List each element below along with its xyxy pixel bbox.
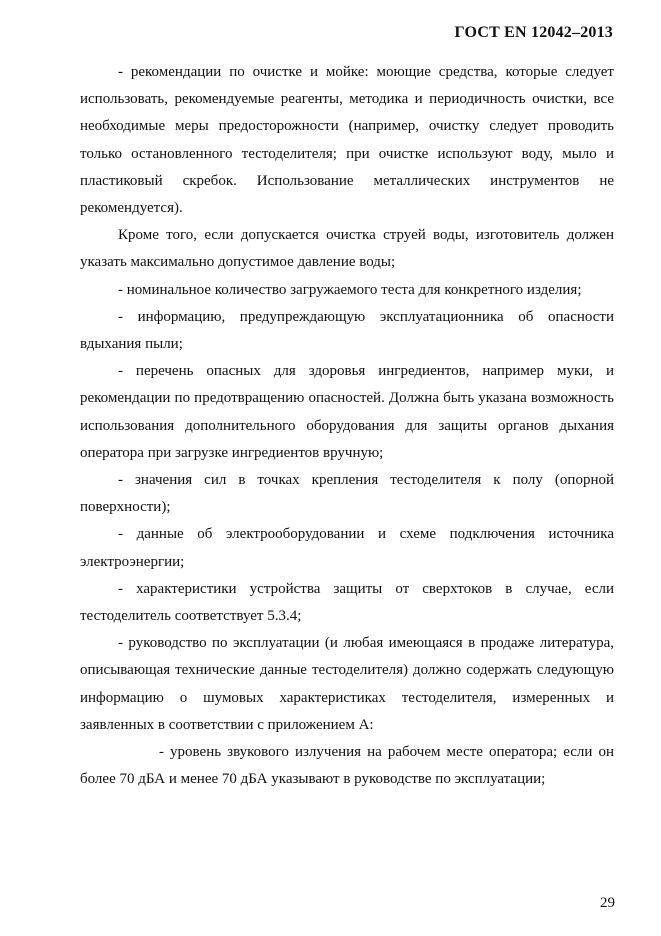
paragraph-overcurrent-protection: - характеристики устройства защиты от сверхтоков в случае, если тестоделитель соответствует 5.3.4; bbox=[80, 580, 614, 625]
standard-header: ГОСТ EN 12042–2013 bbox=[454, 24, 613, 41]
document-body bbox=[80, 59, 614, 793]
paragraph-floor-forces: - значения сил в точках крепления тестоделителя к полу (опорной поверхности); bbox=[80, 472, 614, 516]
page-number: 29 bbox=[600, 895, 615, 911]
paragraph-cleaning-recommendations: - рекомендации по очистке и мойке: моющие средства, которые следует использовать, рекомендуемые реагенты, методика и периодичность очистки, все необходимые меры предосторожности (например, очистку следует проводить только остановленного тестоделителя; при очистке используют воду, мыло и пластиковый скребок. Использование металлических инструментов не рекомендуется). bbox=[80, 64, 614, 217]
paragraph-electrical-data: - данные об электрооборудовании и схеме подключения источника электроэнергии; bbox=[80, 526, 614, 570]
paragraph-dust-warning: - информацию, предупреждающую эксплуатационника об опасности вдыхания пыли; bbox=[80, 308, 614, 353]
paragraph-sound-emission-level: - уровень звукового излучения на рабочем месте оператора; если он более 70 дБА и менее 70 дБА указывают в руководстве по эксплуатации; bbox=[80, 744, 614, 788]
paragraph-nominal-dough-quantity: - номинальное количество загружаемого теста для конкретного изделия; bbox=[118, 281, 582, 298]
paragraph-water-jet-pressure: Кроме того, если допускается очистка струей воды, изготовитель должен указать максимально допустимое давление воды; bbox=[80, 227, 614, 271]
paragraph-operating-manual-noise: - руководство по эксплуатации (и любая имеющаяся в продаже литература, описывающая технические данные тестоделителя) должно содержать следующую информацию о шумовых характеристиках тестоделителя, измеренных и заявленных в соответствии с приложением А: bbox=[80, 635, 614, 733]
paragraph-hazardous-ingredients: - перечень опасных для здоровья ингредиентов, например муки, и рекомендации по предотвращению опасностей. Должна быть указана возможность использования дополнительного оборудования для защиты органов дыхания оператора при загрузке ингредиентов вручную; bbox=[80, 363, 614, 461]
